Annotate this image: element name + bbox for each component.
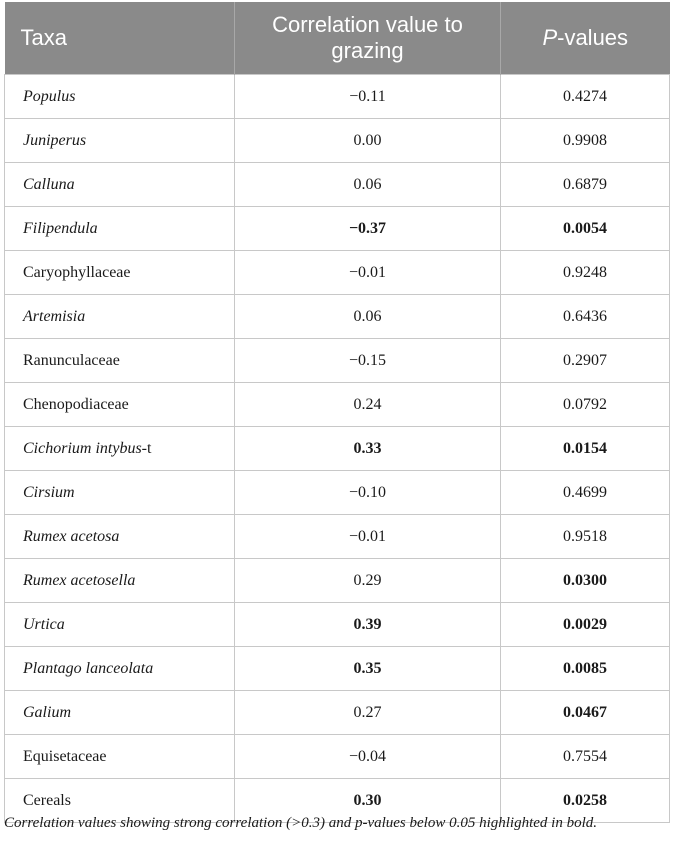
table-row (5, 75, 670, 119)
p-value-cell: 0.0154 (501, 427, 670, 471)
correlation-cell: −0.15 (235, 339, 501, 383)
taxa-name: Ranunculaceae (23, 351, 120, 369)
taxa-name: Plantago lanceolata (23, 659, 154, 677)
table-row (5, 119, 670, 163)
table-header (5, 2, 670, 75)
correlation-cell: 0.27 (235, 691, 501, 735)
taxa-name: Filipendula (23, 219, 98, 237)
correlation-cell: −0.04 (235, 735, 501, 779)
taxa-cell (5, 735, 235, 779)
table-row (5, 339, 670, 383)
p-value-cell: 0.4274 (501, 75, 670, 119)
header-taxa: Taxa (5, 2, 235, 75)
header-p-suffix: -values (557, 25, 629, 50)
table-row (5, 559, 670, 603)
taxa-name: Cirsium (23, 483, 75, 501)
p-value-cell: 0.7554 (501, 735, 670, 779)
taxa-suffix: -t (141, 439, 152, 457)
taxa-name: Juniperus (23, 131, 87, 149)
taxa-name: Artemisia (23, 307, 86, 325)
correlation-cell: 0.29 (235, 559, 501, 603)
correlation-cell: 0.30 (235, 779, 501, 823)
p-value-cell: 0.9908 (501, 119, 670, 163)
correlation-cell: 0.06 (235, 163, 501, 207)
taxa-name: Cichorium intybus (23, 439, 142, 457)
correlation-table-container (4, 2, 669, 823)
taxa-cell (5, 603, 235, 647)
p-value-cell: 0.0085 (501, 647, 670, 691)
taxa-name: Rumex acetosa (23, 527, 120, 545)
taxa-cell (5, 691, 235, 735)
taxa-cell (5, 427, 235, 471)
p-value-cell: 0.0258 (501, 779, 670, 823)
table-row (5, 735, 670, 779)
taxa-cell (5, 383, 235, 427)
taxa-name: Caryophyllaceae (23, 263, 131, 281)
correlation-cell: −0.11 (235, 75, 501, 119)
taxa-cell (5, 339, 235, 383)
taxa-name: Equisetaceae (23, 747, 107, 765)
header-correlation: Correlation value to grazing (235, 2, 501, 75)
taxa-cell (5, 295, 235, 339)
table-row (5, 163, 670, 207)
table-row (5, 207, 670, 251)
p-value-cell: 0.0792 (501, 383, 670, 427)
p-value-cell: 0.0467 (501, 691, 670, 735)
correlation-cell: 0.39 (235, 603, 501, 647)
p-value-cell: 0.9518 (501, 515, 670, 559)
taxa-name: Cereals (23, 791, 71, 809)
correlation-table (4, 2, 670, 823)
taxa-name: Populus (23, 87, 76, 105)
p-value-cell: 0.2907 (501, 339, 670, 383)
correlation-cell: 0.35 (235, 647, 501, 691)
taxa-cell (5, 163, 235, 207)
table-row (5, 383, 670, 427)
table-row (5, 603, 670, 647)
p-value-cell: 0.0054 (501, 207, 670, 251)
taxa-name: Galium (23, 703, 71, 721)
taxa-cell (5, 75, 235, 119)
taxa-cell (5, 471, 235, 515)
p-value-cell: 0.6436 (501, 295, 670, 339)
correlation-cell: −0.37 (235, 207, 501, 251)
table-row (5, 471, 670, 515)
taxa-name: Urtica (23, 615, 65, 633)
taxa-cell (5, 515, 235, 559)
table-row (5, 515, 670, 559)
table-row (5, 691, 670, 735)
correlation-cell: 0.33 (235, 427, 501, 471)
correlation-cell: 0.06 (235, 295, 501, 339)
correlation-cell: −0.10 (235, 471, 501, 515)
taxa-cell (5, 119, 235, 163)
p-value-cell: 0.9248 (501, 251, 670, 295)
table-row (5, 647, 670, 691)
p-value-cell: 0.0029 (501, 603, 670, 647)
header-row (5, 2, 670, 75)
p-value-cell: 0.6879 (501, 163, 670, 207)
p-value-cell: 0.0300 (501, 559, 670, 603)
taxa-name: Rumex acetosella (23, 571, 136, 589)
header-p-letter: P (542, 25, 558, 50)
table-caption: Correlation values showing strong correlation (>0.3) and p-values below 0.05 highlighted in bold. (4, 815, 598, 831)
table-row (5, 251, 670, 295)
taxa-cell (5, 251, 235, 295)
taxa-cell (5, 559, 235, 603)
taxa-cell (5, 207, 235, 251)
correlation-cell: 0.00 (235, 119, 501, 163)
correlation-cell: −0.01 (235, 251, 501, 295)
taxa-name: Calluna (23, 175, 75, 193)
taxa-cell (5, 647, 235, 691)
header-p-values (501, 2, 670, 75)
table-row (5, 295, 670, 339)
correlation-cell: 0.24 (235, 383, 501, 427)
correlation-cell: −0.01 (235, 515, 501, 559)
table-body (5, 75, 670, 823)
table-row (5, 427, 670, 471)
taxa-name: Chenopodiaceae (23, 395, 129, 413)
p-value-cell: 0.4699 (501, 471, 670, 515)
